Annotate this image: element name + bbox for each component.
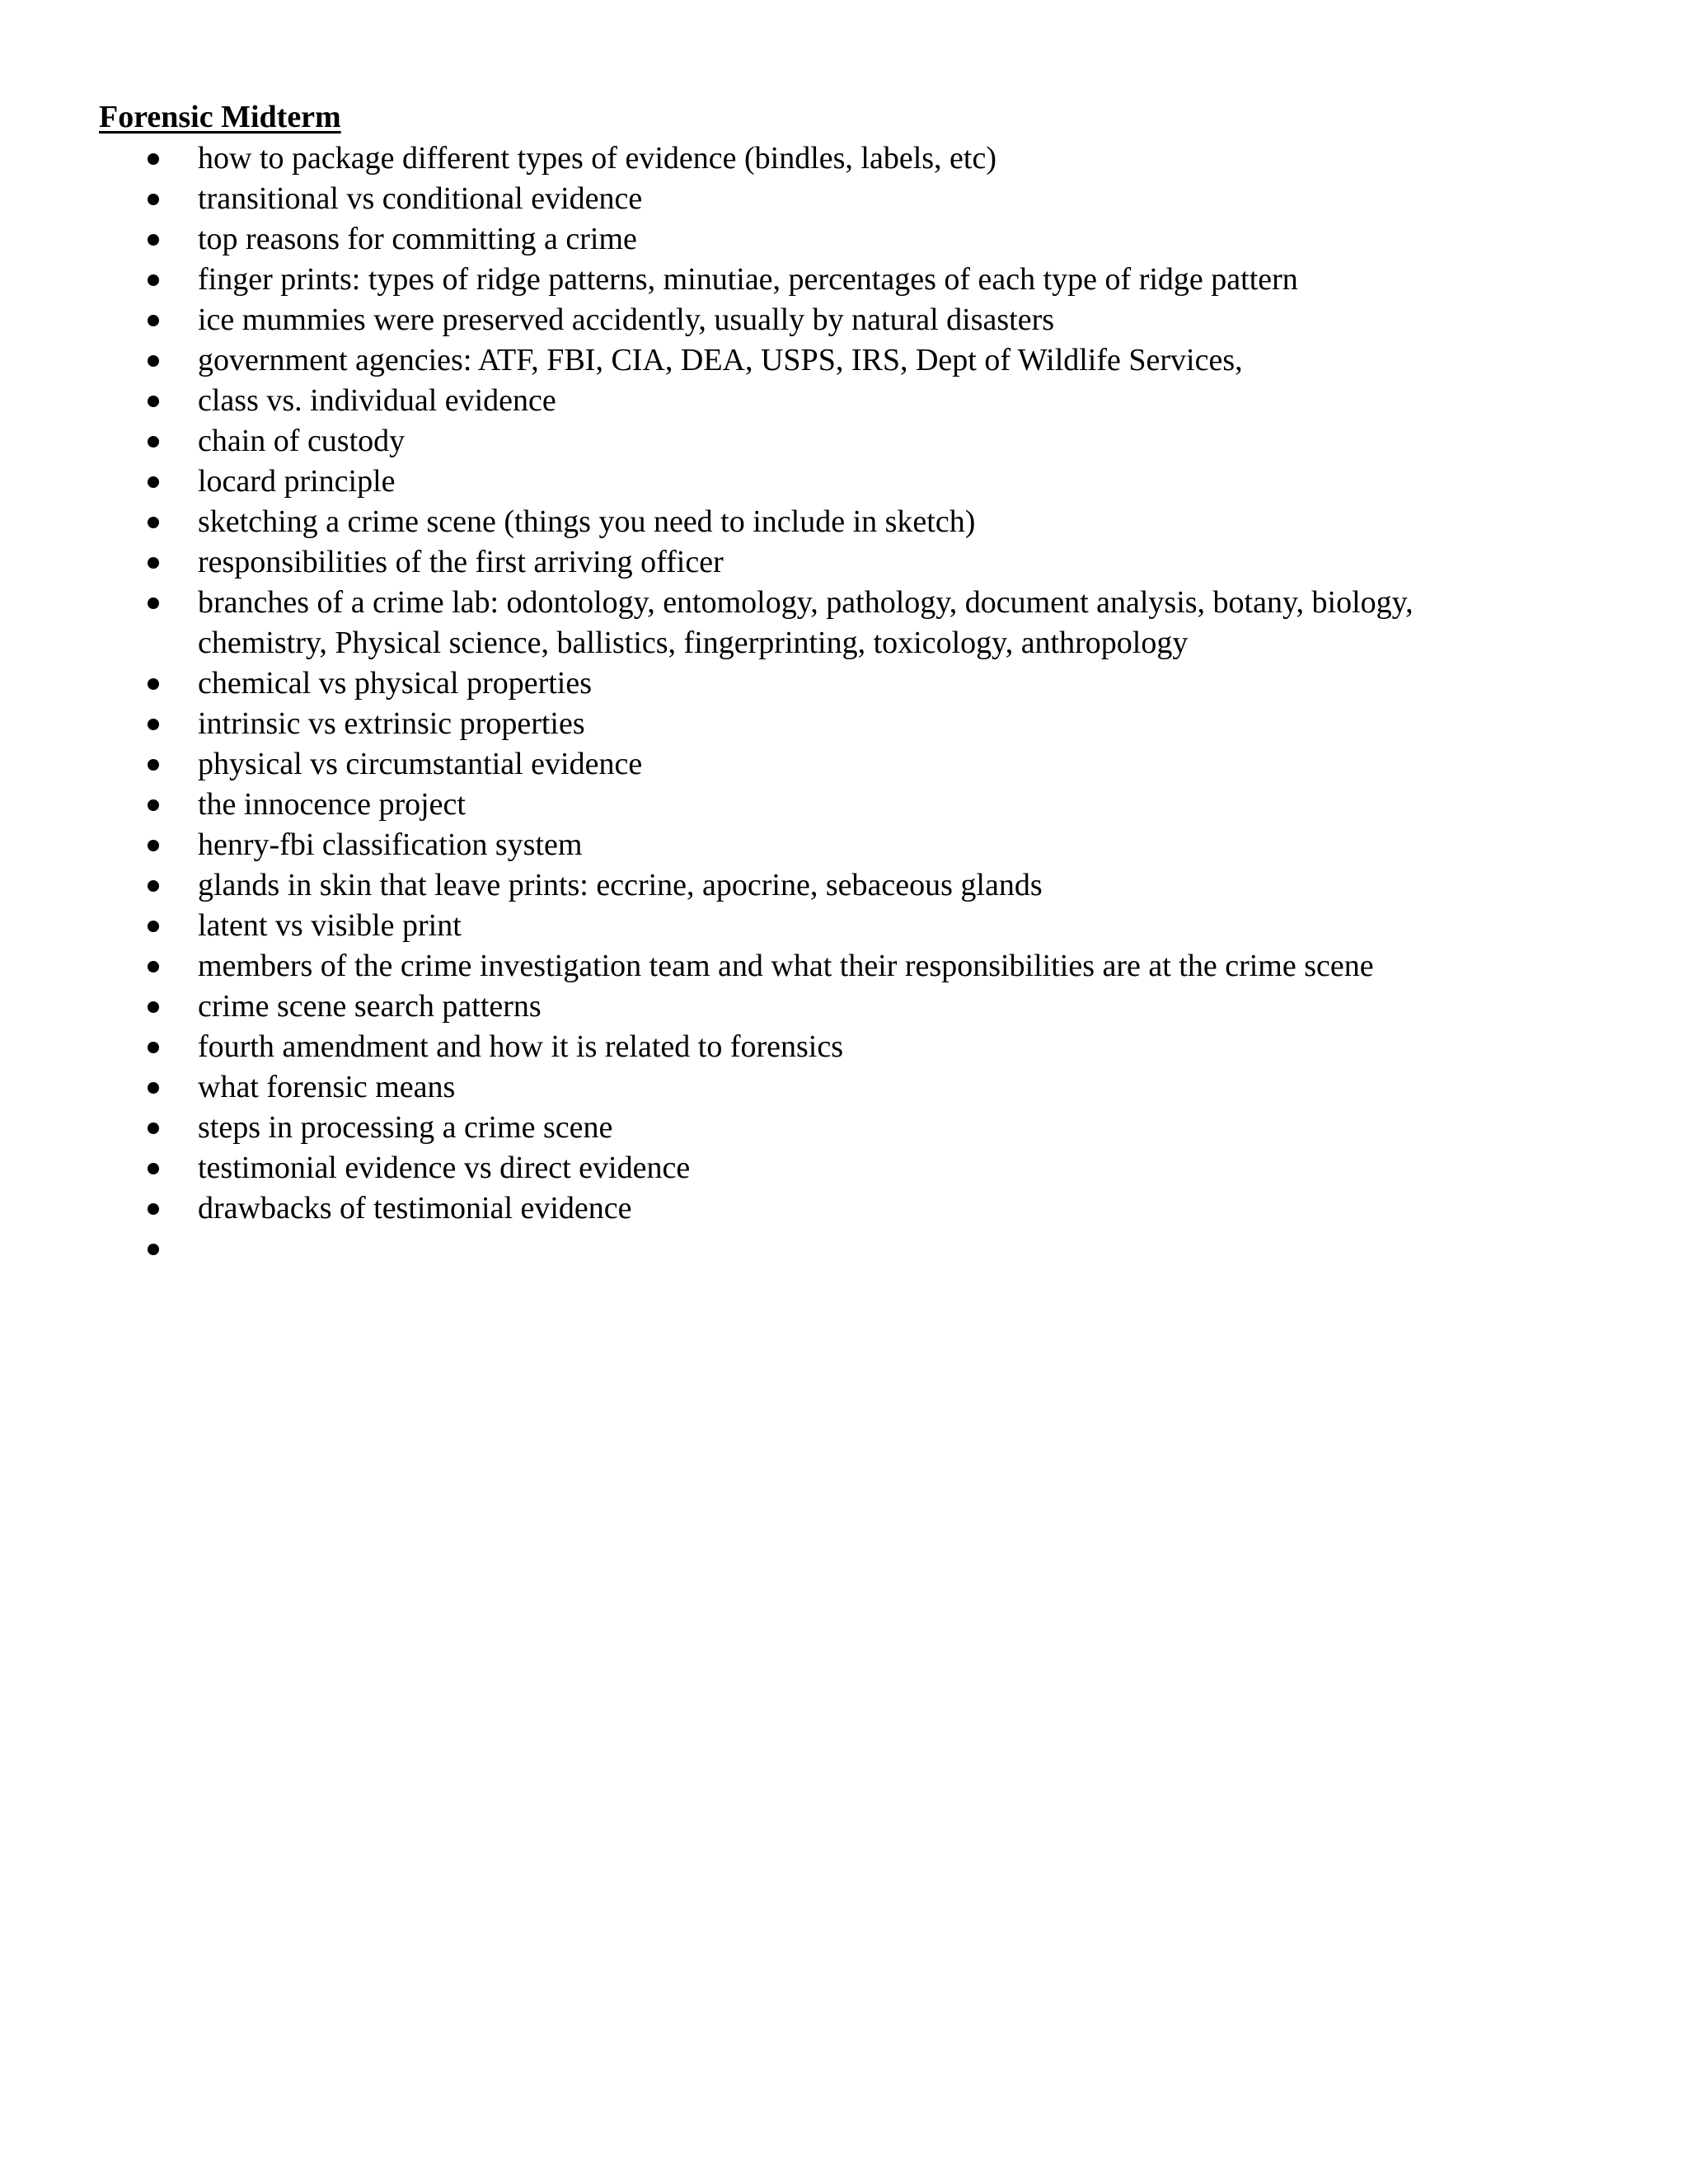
bullet-icon (148, 1001, 159, 1013)
list-item-text: fourth amendment and how it is related to forensics (198, 1029, 844, 1064)
bullet-icon (148, 355, 159, 367)
bullet-icon (148, 274, 159, 286)
bullet-icon (148, 1122, 159, 1134)
list-item (0, 663, 1500, 704)
list-item (0, 906, 1500, 946)
list-item-text: glands in skin that leave prints: eccrine, apocrine, sebaceous glands (198, 868, 1043, 902)
list-item-text: drawbacks of testimonial evidence (198, 1191, 632, 1226)
list-item (0, 179, 1500, 219)
list-item (0, 987, 1500, 1027)
bullet-icon (148, 1042, 159, 1053)
bullet-icon (148, 557, 159, 569)
list-item-text: top reasons for committing a crime (198, 222, 637, 256)
bullet-icon (148, 153, 159, 165)
list-item-text: how to package different types of evidence (bindles, labels, etc) (198, 141, 996, 176)
list-item-text: what forensic means (198, 1070, 456, 1104)
list-item (0, 1027, 1500, 1067)
list-item-text: henry-fbi classification system (198, 827, 583, 862)
list-item (0, 260, 1500, 300)
list-item-text: chemical vs physical properties (198, 666, 593, 701)
bullet-icon (148, 719, 159, 730)
list-item (0, 381, 1500, 421)
list-item-text: branches of a crime lab: odontology, entomology, pathology, document analysis, botany, biology, chemistry, Physical science, ballistics, fingerprinting, toxicology, anthropology (198, 585, 1414, 660)
list-item (0, 340, 1500, 381)
list-item (0, 583, 1500, 663)
list-item (0, 1148, 1500, 1188)
bullet-icon (148, 476, 159, 488)
list-item (0, 744, 1500, 785)
bullet-icon (148, 678, 159, 690)
document-title: Forensic Midterm (99, 100, 341, 134)
bullet-icon (148, 880, 159, 892)
list-item (0, 704, 1500, 744)
list-item (0, 300, 1500, 340)
list-item-text: responsibilities of the first arriving officer (198, 545, 724, 579)
list-item-text: government agencies: ATF, FBI, CIA, DEA, USPS, IRS, Dept of Wildlife Services, (198, 343, 1243, 377)
list-item-text: finger prints: types of ridge patterns, minutiae, percentages of each type of ridge pattern (198, 262, 1298, 297)
list-item (0, 502, 1500, 542)
list-item (0, 138, 1500, 179)
list-item-text: the innocence project (198, 787, 466, 822)
bullet-icon (148, 759, 159, 771)
bullet-icon (148, 598, 159, 609)
list-item-text: physical vs circumstantial evidence (198, 747, 643, 781)
list-item (0, 1229, 1500, 1269)
bullet-icon (148, 1082, 159, 1094)
list-item-text: transitional vs conditional evidence (198, 181, 643, 216)
list-item (0, 865, 1500, 906)
list-item-text: ice mummies were preserved accidently, usually by natural disasters (198, 302, 1055, 337)
bullet-icon (148, 396, 159, 407)
bullet-icon (148, 436, 159, 448)
list-item (0, 946, 1500, 987)
list-item-text: crime scene search patterns (198, 989, 542, 1024)
list-item-text: testimonial evidence vs direct evidence (198, 1151, 691, 1185)
bullet-icon (148, 517, 159, 528)
bullet-icon (148, 1163, 159, 1174)
list-item (0, 785, 1500, 825)
bullet-icon (148, 1203, 159, 1215)
list-item (0, 1108, 1500, 1148)
list-item-text: intrinsic vs extrinsic properties (198, 706, 585, 741)
list-item (0, 219, 1500, 260)
list-item-text: chain of custody (198, 424, 406, 458)
list-item-text: members of the crime investigation team and what their responsibilities are at the crime scene (198, 949, 1374, 983)
list-item (0, 1188, 1500, 1229)
list-item-text: sketching a crime scene (things you need to include in sketch) (198, 504, 976, 539)
list-item-text: locard principle (198, 464, 396, 499)
list-item (0, 462, 1500, 502)
list-item-text: latent vs visible print (198, 908, 462, 943)
bullet-icon (148, 799, 159, 811)
list-item (0, 421, 1500, 462)
bullet-icon (148, 921, 159, 932)
list-item-text: steps in processing a crime scene (198, 1110, 613, 1145)
bullet-icon (148, 315, 159, 326)
bullet-icon (148, 194, 159, 205)
bullet-icon (148, 840, 159, 851)
bullet-icon (148, 1244, 159, 1255)
bullet-list (0, 138, 1500, 1269)
bullet-icon (148, 234, 159, 246)
list-item-text: class vs. individual evidence (198, 383, 556, 418)
bullet-icon (148, 961, 159, 972)
list-item (0, 1067, 1500, 1108)
list-item (0, 825, 1500, 865)
list-item (0, 542, 1500, 583)
